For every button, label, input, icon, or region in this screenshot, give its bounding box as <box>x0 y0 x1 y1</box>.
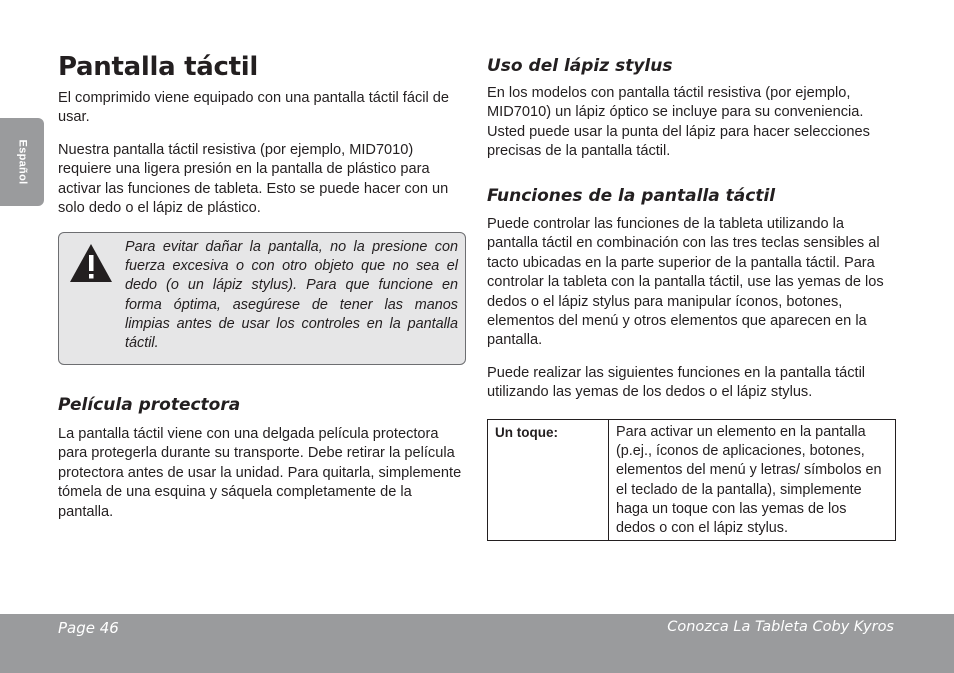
page-footer <box>0 614 954 673</box>
table-row <box>488 420 896 541</box>
page-title: Pantalla táctil <box>58 52 258 82</box>
section-heading-funciones: Funciones de la pantalla táctil <box>487 186 776 206</box>
warning-box <box>58 232 466 365</box>
gesture-term: Un toque: <box>488 420 609 541</box>
language-side-tab <box>0 118 44 206</box>
warning-text: Para evitar dañar la pantalla, no la presione con fuerza excesiva o con otro objeto que no sea el dedo (o un lápiz stylus). Para que funcione en forma óptima, asegúrese de tener las manos limpias antes de usar los controles en la pantalla táctil. <box>125 239 458 352</box>
intro-paragraph: El comprimido viene equipado con una pantalla táctil fácil de usar. <box>58 90 450 126</box>
resistive-paragraph: Nuestra pantalla táctil resistiva (por ejemplo, MID7010) requiere una ligera presión en la pantalla de plástico para activar las funciones de tableta. Esto se puede hacer con un solo dedo o el lápiz de plástico. <box>58 142 449 217</box>
pelicula-paragraph: La pantalla táctil viene con una delgada película protectora para protegerla durante su transporte. Debe retirar la película protectora antes de usar la unidad. Para quitarla, simplemente tómela de una esquina y sáquela completamente de la pantalla. <box>58 426 462 520</box>
gesture-table <box>487 419 896 541</box>
footer-title: Conozca La Tableta Coby Kyros <box>667 619 894 635</box>
warning-triangle-icon <box>69 243 113 283</box>
stylus-paragraph: En los modelos con pantalla táctil resistiva (por ejemplo, MID7010) un lápiz óptico se incluye para su conveniencia. Usted puede usar la punta del lápiz para hacer selecciones precisas de la pantalla táctil. <box>487 85 870 160</box>
gesture-description: Para activar un elemento en la pantalla (p.ej., íconos de aplicaciones, botones, elementos del menú y letras/ símbolos en el teclado de la pantalla), simplemente haga un toque con las yemas de los dedos o con el lápiz stylus. <box>609 420 896 541</box>
section-heading-stylus: Uso del lápiz stylus <box>487 56 673 76</box>
page-number: Page 46 <box>58 619 119 637</box>
funciones-paragraph-2: Puede realizar las siguientes funciones en la pantalla táctil utilizando las yemas de los dedos o el lápiz stylus. <box>487 365 866 401</box>
funciones-paragraph-1: Puede controlar las funciones de la tableta utilizando la pantalla táctil en combinación con las tres teclas sensibles al tacto ubicadas en la parte superior de la pantalla táctil. Para controlar la tableta con la pantalla táctil, use las yemas de los dedos o el lápiz stylus para manipular íconos, botones, elementos del menú y otros elementos que aparecen en la pantalla. <box>487 216 884 349</box>
section-heading-pelicula: Película protectora <box>58 395 241 415</box>
language-label: Español <box>16 139 29 185</box>
